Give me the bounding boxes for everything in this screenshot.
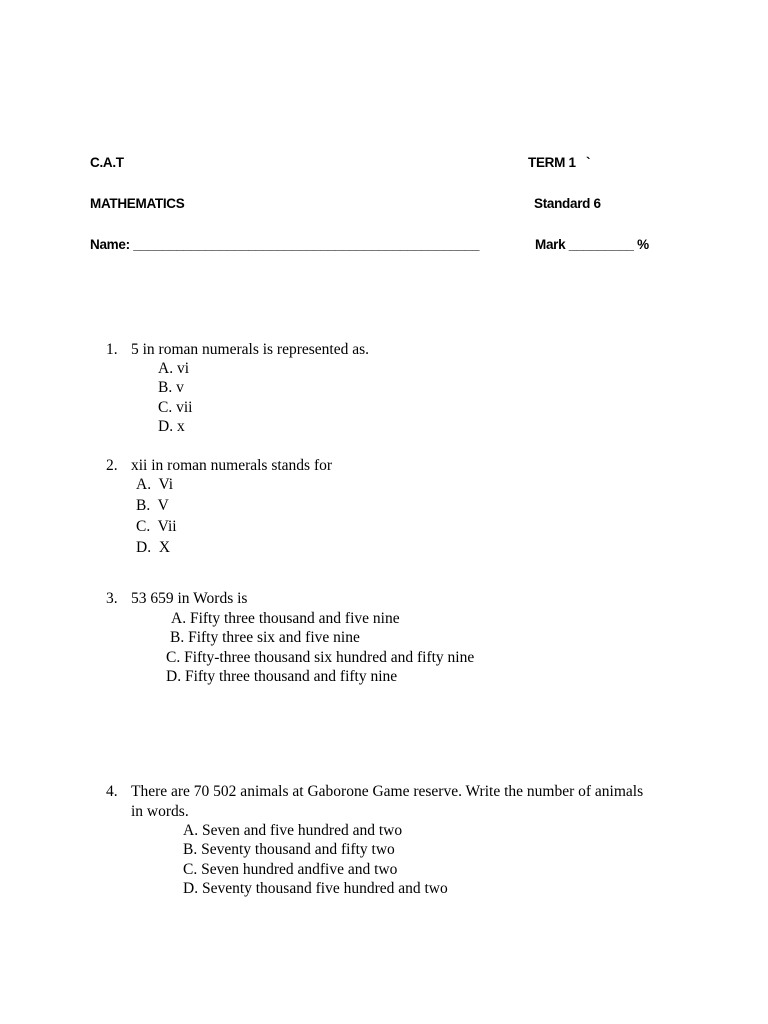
standard-label: Standard 6 [534,196,601,211]
mark-field[interactable]: Mark _________ % [535,237,649,252]
answer-option[interactable]: D. X [136,539,171,556]
answer-option[interactable]: D. Fifty three thousand and fifty nine [166,668,398,685]
question-number: 1. [106,341,118,358]
answer-option[interactable]: A. Vi [136,476,174,493]
answer-option[interactable]: B. v [158,379,184,396]
answer-option[interactable]: C. Vii [136,518,177,535]
question-number: 4. [106,783,118,800]
question-text: 53 659 in Words is [131,590,248,607]
answer-option[interactable]: B. V [136,497,169,514]
question-number: 2. [106,457,118,474]
question-text: 5 in roman numerals is represented as. [131,341,370,358]
answer-option[interactable]: A. vi [158,360,189,377]
term-label: TERM 1 ` [528,155,591,170]
answer-option[interactable]: A. Fifty three thousand and five nine [171,610,400,627]
answer-option[interactable]: D. x [158,418,185,435]
question-text-line-2: in words. [131,803,189,820]
answer-option[interactable]: A. Seven and five hundred and two [183,822,403,839]
answer-option[interactable]: D. Seventy thousand five hundred and two [183,880,448,897]
name-field[interactable]: Name: ________________________________________________ [90,237,480,252]
answer-option[interactable]: C. vii [158,399,193,416]
question-text: xii in roman numerals stands for [131,457,333,474]
subject-title: MATHEMATICS [90,196,185,211]
answer-option[interactable]: B. Fifty three six and five nine [170,629,360,646]
exam-type: C.A.T [90,155,124,170]
answer-option[interactable]: B. Seventy thousand and fifty two [183,841,395,858]
answer-option[interactable]: C. Seven hundred andfive and two [183,861,398,878]
answer-option[interactable]: C. Fifty-three thousand six hundred and fifty nine [166,649,475,666]
question-number: 3. [106,590,118,607]
question-text-line-1: There are 70 502 animals at Gaborone Game reserve. Write the number of animals [131,783,644,800]
